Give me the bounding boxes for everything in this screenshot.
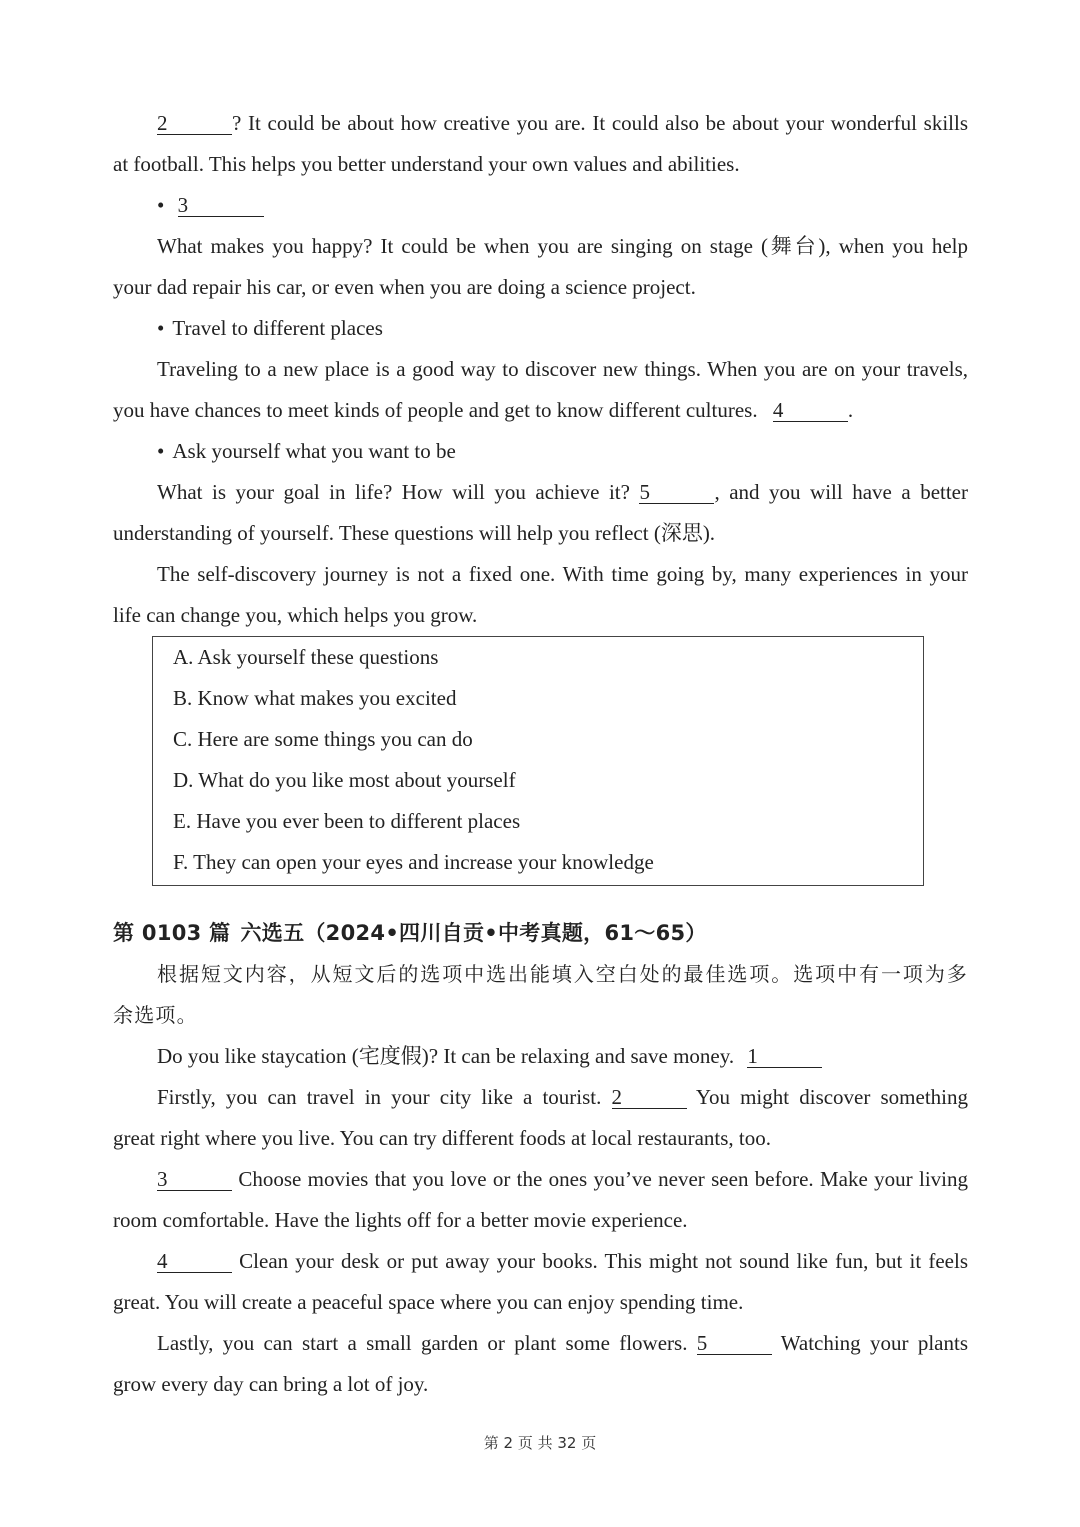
line-text: What is your goal in life? How will you achieve it?	[157, 480, 630, 504]
line-text: Choose movies that you love or the ones you’ve never seen before. Make your living	[238, 1167, 968, 1191]
bullet-line	[113, 185, 968, 226]
paragraph-line: great right where you live. You can try different foods at local restaurants, too.	[113, 1126, 772, 1150]
options-box	[152, 636, 924, 886]
paragraph-line: life can change you, which helps you grow.	[113, 603, 478, 627]
paragraph-line: Traveling to a new place is a good way to discover new things. When you are on your travels,	[157, 357, 968, 381]
section-number: 第 0103 篇	[113, 921, 231, 945]
line-text: Do you like staycation (宅度假)? It can be relaxing and save money.	[157, 1044, 735, 1068]
option-c: C. Here are some things you can do	[173, 727, 473, 751]
paragraph-line	[113, 1323, 968, 1364]
paragraph-line: your dad repair his car, or even when you are doing a science project.	[113, 275, 696, 299]
answer-blank[interactable]: 5	[697, 1332, 772, 1355]
page-content	[113, 103, 968, 1405]
paragraph-line	[113, 1077, 968, 1118]
section-heading	[113, 913, 968, 954]
bullet-text: Ask yourself what you want to be	[172, 439, 456, 463]
paragraph-line	[113, 1036, 968, 1077]
option-b: B. Know what makes you excited	[173, 686, 457, 710]
instruction-line: 余选项。	[113, 1003, 198, 1027]
section-type: 六选五（2024•四川自贡•中考真题，61～65）	[240, 921, 707, 945]
answer-blank[interactable]: 5	[639, 481, 714, 504]
line-text-after: You might discover something	[695, 1085, 968, 1109]
answer-blank[interactable]: 1	[747, 1045, 822, 1068]
bullet-line	[113, 308, 968, 349]
line-text: ? It could be about how creative you are. It could also be about your wonderful skills	[232, 111, 968, 135]
answer-blank[interactable]: 4	[157, 1250, 232, 1273]
line-text-after: Watching your plants	[780, 1331, 968, 1355]
paragraph-line	[113, 390, 968, 431]
paragraph-line	[113, 1241, 968, 1282]
paragraph-line	[113, 1159, 968, 1200]
paragraph-line: The self-discovery journey is not a fixed one. With time going by, many experiences in your	[157, 562, 968, 586]
page-footer: 第 2 页 共 32 页	[483, 1434, 597, 1452]
answer-blank[interactable]: 3	[157, 1168, 232, 1191]
paragraph-line: room comfortable. Have the lights off for a better movie experience.	[113, 1208, 688, 1232]
option-d: D. What do you like most about yourself	[173, 768, 516, 792]
bullet-icon: •	[157, 193, 165, 217]
answer-blank[interactable]: 2	[157, 112, 232, 135]
instruction-line: 根据短文内容，从短文后的选项中选出能填入空白处的最佳选项。选项中有一项为多	[157, 962, 968, 986]
answer-blank[interactable]: 3	[178, 194, 264, 217]
bullet-icon: •	[157, 439, 165, 463]
line-text: Lastly, you can start a small garden or plant some flowers.	[157, 1331, 688, 1355]
paragraph-line	[113, 472, 968, 513]
line-text-after: , and you will have a better	[714, 480, 968, 504]
line-text: you have chances to meet kinds of people and get to know different cultures.	[113, 398, 758, 422]
line-end: .	[847, 398, 854, 422]
paragraph-line: What makes you happy? It could be when you are singing on stage (舞台), when you help	[157, 234, 968, 258]
bullet-icon: •	[157, 316, 165, 340]
option-e: E. Have you ever been to different places	[173, 809, 521, 833]
bullet-line	[113, 431, 968, 472]
paragraph-line: understanding of yourself. These questions will help you reflect (深思).	[113, 521, 716, 545]
option-f: F. They can open your eyes and increase your knowledge	[173, 850, 654, 874]
bullet-text: Travel to different places	[172, 316, 383, 340]
line-text: Firstly, you can travel in your city like a tourist.	[157, 1085, 602, 1109]
option-a: A. Ask yourself these questions	[173, 645, 439, 669]
answer-blank[interactable]: 4	[773, 399, 848, 422]
line-text: Clean your desk or put away your books. This might not sound like fun, but it feels	[239, 1249, 968, 1273]
paragraph-line	[113, 103, 968, 144]
answer-blank[interactable]: 2	[612, 1086, 687, 1109]
paragraph-line: grow every day can bring a lot of joy.	[113, 1372, 429, 1396]
paragraph-line: at football. This helps you better understand your own values and abilities.	[113, 152, 740, 176]
paragraph-line: great. You will create a peaceful space where you can enjoy spending time.	[113, 1290, 744, 1314]
